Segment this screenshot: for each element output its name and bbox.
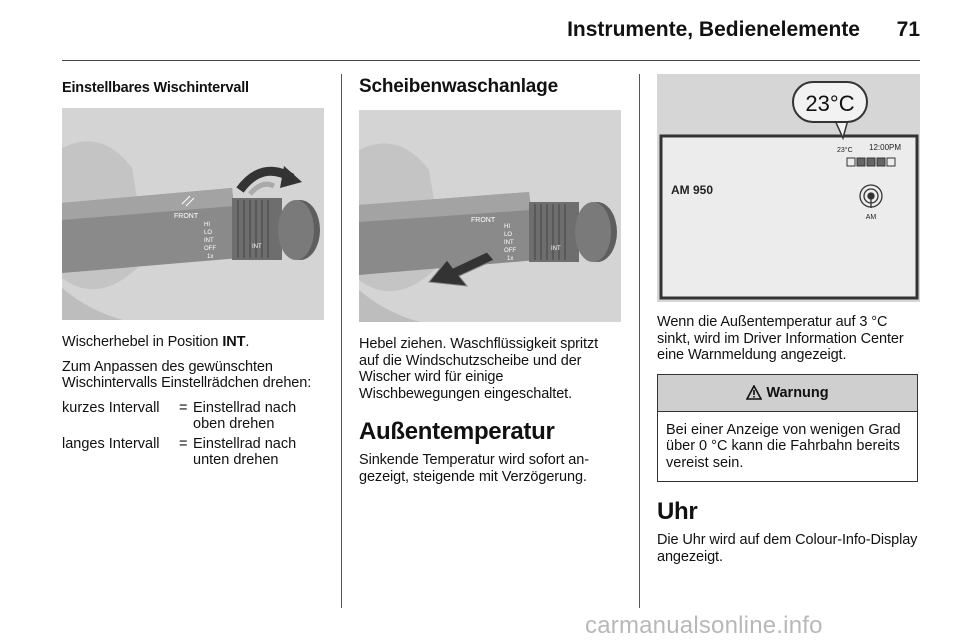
- definition-row: kurzes Intervall = Einstellrad nach oben drehen: [62, 399, 297, 432]
- lo-label: LO: [204, 230, 213, 236]
- warning-label: Warnung: [766, 384, 829, 401]
- definition-row: langes Intervall = Einstellrad nach unten drehen: [62, 435, 297, 468]
- warning-text: Bei einer Anzeige von wenigen Grad über 0 °C kann die Fahrbahn bereits vereist sein.: [666, 421, 901, 471]
- warning-header: [658, 375, 917, 412]
- front-label: FRONT: [471, 217, 496, 224]
- front-label: FRONT: [174, 213, 199, 220]
- hi-label: HI: [204, 222, 210, 228]
- caption: Wischerhebel in Position INT.: [62, 334, 250, 350]
- band-label: AM: [865, 214, 877, 221]
- hi-label: HI: [504, 224, 510, 230]
- column-2: [359, 74, 621, 493]
- int-ring-label: INT: [252, 244, 262, 250]
- column-divider: [341, 74, 342, 608]
- temperature-warning-text: Wenn die Außentemperatur auf 3 °C sinkt, wird im Driver Information Center eine Warnmeldung angezeigt.: [657, 314, 904, 363]
- callout-temperature: 23°C: [805, 91, 855, 116]
- page-header-title: Instrumente, Bedienelemente: [567, 18, 860, 41]
- off-label: OFF: [204, 246, 216, 252]
- interval-definitions: [62, 400, 324, 472]
- warning-box: [657, 374, 918, 483]
- column-3: [657, 74, 920, 573]
- off-label: OFF: [504, 248, 516, 254]
- section-title-outside-temperature: Außentemperatur: [359, 418, 555, 445]
- column-divider: [639, 74, 640, 608]
- lo-label: LO: [504, 232, 513, 238]
- clock-text: Die Uhr wird auf dem Colour-Info-Display angezeigt.: [657, 532, 918, 565]
- int-label: INT: [504, 240, 514, 246]
- onex-label: 1x: [507, 256, 514, 262]
- section-heading: Scheibenwaschanlage: [359, 76, 558, 97]
- outside-temperature-text: Sinkende Temperatur wird sofort angezeigt, steigende mit Verzögerung.: [359, 452, 590, 485]
- instruction-text: Zum Anpassen des gewünschten Wischintervalls Einstellrädchen drehen:: [62, 358, 312, 391]
- warning-triangle-icon: [746, 385, 762, 400]
- display-temperature: 23°C: [837, 147, 853, 154]
- wiper-lever-figure: [62, 108, 324, 320]
- section-heading: Einstellbares Wischintervall: [62, 80, 249, 96]
- info-display-figure: [657, 74, 920, 302]
- watermark: carmanualsonline.info: [585, 612, 823, 639]
- washer-lever-figure: [359, 110, 621, 322]
- int-ring-label: INT: [551, 246, 561, 252]
- column-1: [62, 74, 324, 472]
- display-clock: 12:00PM: [869, 143, 902, 152]
- section-title-clock: Uhr: [657, 498, 698, 525]
- header-rule: [62, 60, 920, 61]
- onex-label: 1x: [207, 254, 214, 260]
- station-name: AM 950: [671, 183, 714, 197]
- int-label: INT: [204, 238, 214, 244]
- washer-text: Hebel ziehen. Waschflüssigkeit spritzt auf die Windschutzscheibe und der Wischer wird für einige Wischbewegungen eingeschaltet.: [359, 336, 599, 402]
- page-number: 71: [896, 18, 920, 41]
